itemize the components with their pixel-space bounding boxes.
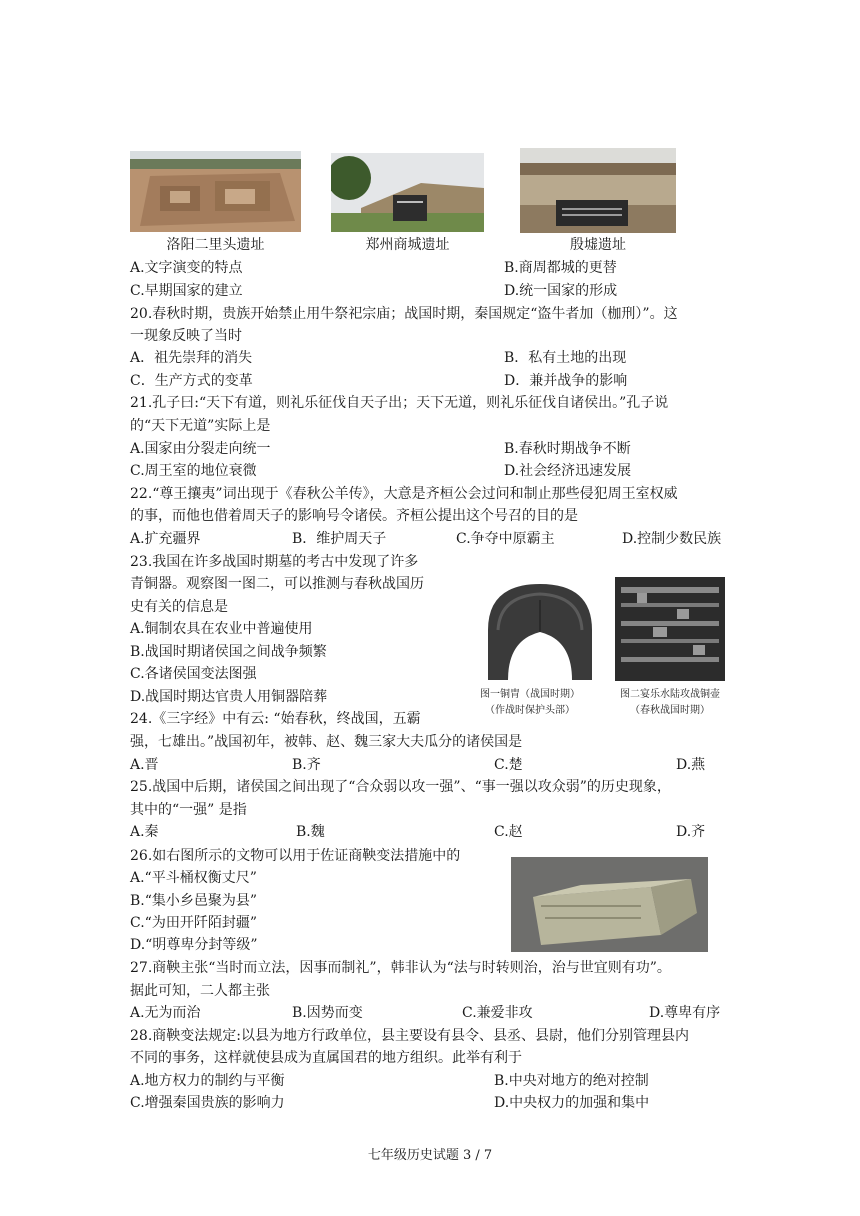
- q21-option-d[interactable]: D.社会经济迅速发展: [504, 463, 632, 479]
- q20-option-c[interactable]: C．生产方式的变革: [130, 373, 253, 389]
- q21-option-b[interactable]: B.春秋时期战争不断: [504, 441, 631, 457]
- q24-option-d[interactable]: D.燕: [676, 757, 706, 773]
- q25-option-a[interactable]: A.秦: [130, 824, 159, 840]
- q23-stem-line1: 23.我国在许多战国时期墓的考古中发现了许多: [130, 554, 419, 570]
- page-footer: 七年级历史试题 3 / 7: [367, 1148, 493, 1163]
- q23-stem-line3: 史有关的信息是: [130, 599, 228, 615]
- fig2-caption-line2: （春秋战国时期）: [630, 705, 710, 716]
- q27-option-b[interactable]: B.因势而变: [292, 1005, 363, 1021]
- q26-stem-line1: 26.如右图所示的文物可以用于佐证商鞅变法措施中的: [130, 848, 461, 864]
- q20-option-a[interactable]: A．祖先崇拜的消失: [130, 350, 253, 366]
- q28-option-b[interactable]: B.中央对地方的绝对控制: [494, 1073, 649, 1089]
- q22-option-d[interactable]: D.控制少数民族: [622, 531, 722, 547]
- fig2-caption-line1: 图二宴乐水陆攻战铜壶: [620, 689, 720, 700]
- q28-option-d[interactable]: D.中央权力的加强和集中: [494, 1095, 650, 1111]
- q22-stem-line1: 22.“尊王攘夷”词出现于《春秋公羊传》，大意是齐桓公会过问和制止那些侵犯周王室权威: [130, 486, 678, 502]
- q27-option-a[interactable]: A.无为而治: [130, 1005, 201, 1021]
- q19-option-d[interactable]: D.统一国家的形成: [504, 283, 618, 299]
- q28-option-c[interactable]: C.增强秦国贵族的影响力: [130, 1095, 285, 1111]
- q25-option-c[interactable]: C.赵: [494, 824, 523, 840]
- q19-option-a[interactable]: A.文字演变的特点: [130, 260, 243, 276]
- q20-option-b[interactable]: B．私有土地的出现: [504, 350, 627, 366]
- q27-option-c[interactable]: C.兼爱非攻: [462, 1005, 533, 1021]
- bronze-pot-figure: [607, 573, 733, 685]
- erlitou-site-photo: [130, 151, 301, 232]
- q21-stem-line1: 21.孔子曰:“天下有道，则礼乐征伐自天子出；天下无道，则礼乐征伐自诸侯出。”孔子说: [130, 395, 669, 411]
- erlitou-caption: 洛阳二里头遗址: [166, 237, 265, 253]
- q19-option-c[interactable]: C.早期国家的建立: [130, 283, 243, 299]
- q27-option-d[interactable]: D.尊卑有序: [649, 1005, 721, 1021]
- fig1-caption-line2: （作战时保护头部）: [485, 705, 575, 716]
- q20-stem-line2: 一现象反映了当时: [130, 328, 242, 344]
- q28-stem-line1: 28.商鞅变法规定:以县为地方行政单位，县主要设有县令、县丞、县尉，他们分别管理县内: [130, 1028, 689, 1044]
- q24-stem-line1: 24.《三字经》中有云: “始春秋，终战国，五霸: [130, 711, 421, 727]
- zhengzhou-site-photo: [331, 153, 484, 232]
- shang-yang-measure-figure: [511, 857, 708, 952]
- q24-option-a[interactable]: A.晋: [130, 757, 159, 773]
- q23-option-c[interactable]: C.各诸侯国变法图强: [130, 666, 257, 682]
- fig1-caption-line1: 图一铜胄（战国时期）: [480, 689, 580, 700]
- q24-option-b[interactable]: B.齐: [292, 757, 321, 773]
- q20-option-d[interactable]: D．兼并战争的影响: [504, 373, 628, 389]
- q19-option-b[interactable]: B.商周都城的更替: [504, 260, 617, 276]
- q21-option-c[interactable]: C.周王室的地位衰微: [130, 463, 257, 479]
- q23-stem-line2: 青铜器。观察图一图二，可以推测与春秋战国历: [130, 576, 424, 592]
- q21-option-a[interactable]: A.国家由分裂走向统一: [130, 441, 271, 457]
- q26-option-d[interactable]: D.“明尊卑分封等级”: [130, 937, 258, 953]
- q24-option-c[interactable]: C.楚: [494, 757, 523, 773]
- q22-option-b[interactable]: B．维护周天子: [292, 531, 387, 547]
- q25-stem-line1: 25.战国中后期，诸侯国之间出现了“合众弱以攻一强”、“事一强以攻众弱”的历史现象，: [130, 779, 671, 795]
- q22-stem-line2: 的事，而他也借着周天子的影响号令诸侯。齐桓公提出这个号召的目的是: [130, 508, 578, 524]
- yinxu-caption: 殷墟遗址: [570, 237, 626, 253]
- q26-option-a[interactable]: A.“平斗桶权衡丈尺”: [130, 870, 257, 886]
- q25-stem-line2: 其中的“一强” 是指: [130, 802, 247, 818]
- q25-option-b[interactable]: B.魏: [296, 824, 325, 840]
- q26-option-c[interactable]: C.“为田开阡陌封疆”: [130, 915, 257, 931]
- q27-stem-line2: 据此可知，二人都主张: [130, 983, 270, 999]
- q21-stem-line2: 的“天下无道”实际上是: [130, 418, 271, 434]
- q22-option-a[interactable]: A.扩充疆界: [130, 531, 201, 547]
- q23-option-b[interactable]: B.战国时期诸侯国之间战争频繁: [130, 644, 327, 660]
- q22-option-c[interactable]: C.争夺中原霸主: [456, 531, 555, 547]
- q23-option-a[interactable]: A.铜制农具在农业中普遍使用: [130, 621, 313, 637]
- q28-option-a[interactable]: A.地方权力的制约与平衡: [130, 1073, 285, 1089]
- q23-option-d[interactable]: D.战国时期达官贵人用铜器陪葬: [130, 689, 328, 705]
- q24-stem-line2: 强，七雄出。”战国初年，被韩、赵、魏三家大夫瓜分的诸侯国是: [130, 734, 523, 750]
- q27-stem-line1: 27.商鞅主张“当时而立法，因事而制礼”，韩非认为“法与时转则治，治与世宜则有功”。: [130, 960, 671, 976]
- q28-stem-line2: 不同的事务，这样就使县成为直属国君的地方组织。此举有利于: [130, 1050, 522, 1066]
- bronze-helmet-figure: [480, 580, 600, 684]
- q26-option-b[interactable]: B.“集小乡邑聚为县”: [130, 893, 258, 909]
- q25-option-d[interactable]: D.齐: [676, 824, 706, 840]
- yinxu-site-photo: [520, 148, 676, 233]
- zhengzhou-caption: 郑州商城遗址: [365, 237, 450, 253]
- q20-stem-line1: 20.春秋时期，贵族开始禁止用牛祭祀宗庙；战国时期，秦国规定“盗牛者加（枷刑）”。这: [130, 306, 678, 322]
